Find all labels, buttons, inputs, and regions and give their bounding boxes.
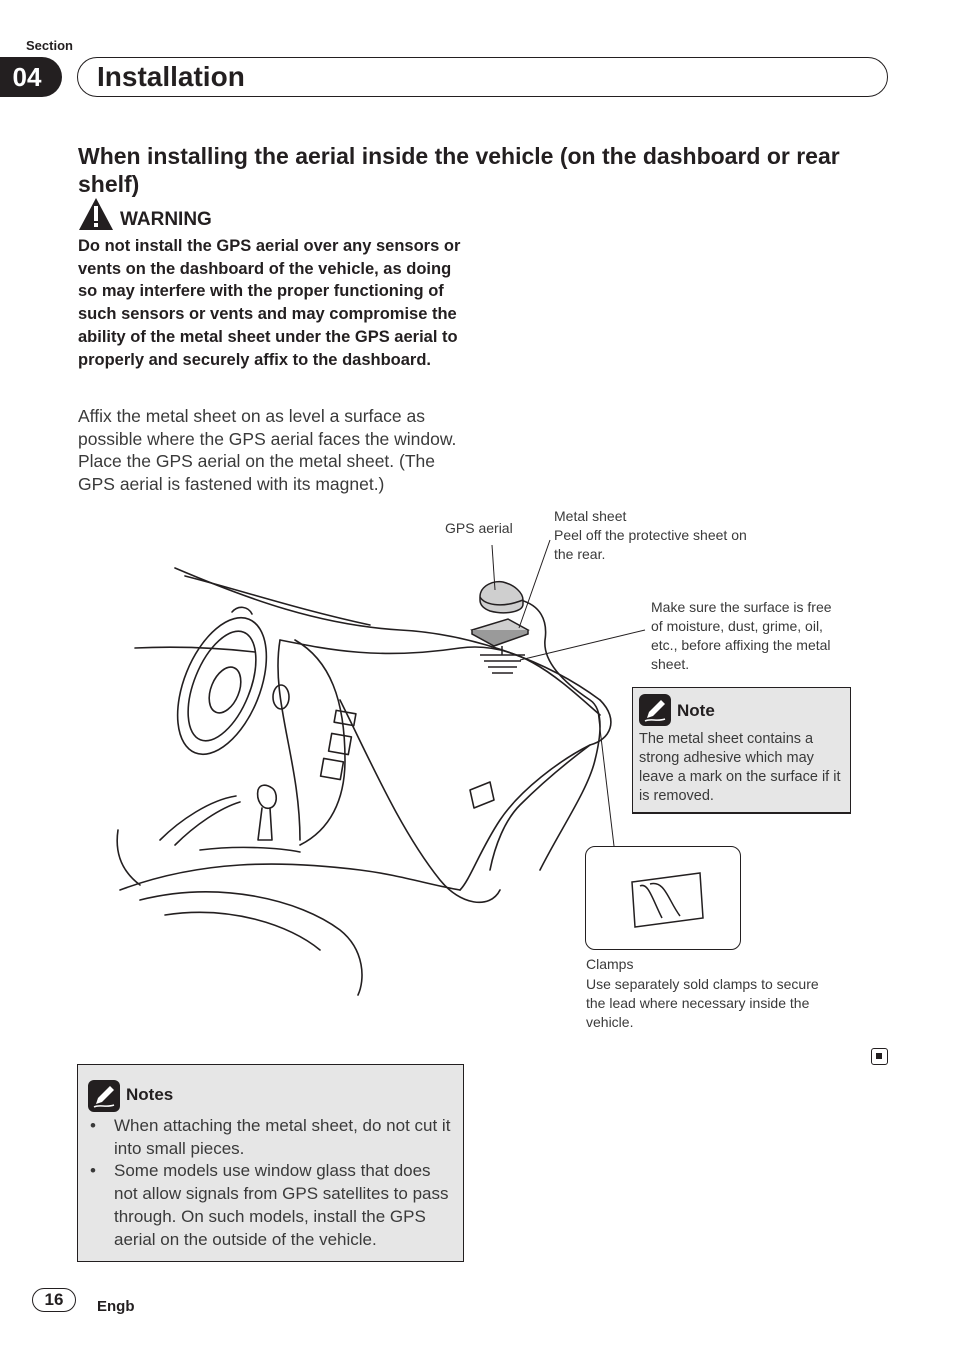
notes-title: Notes	[126, 1085, 174, 1104]
label-metal-sheet-detail: Peel off the protective sheet on the rear.	[554, 527, 747, 562]
label-clamps: Clamps	[586, 956, 634, 972]
note-text: The metal sheet contains a strong adhesive which may leave a mark on the surface if it is removed.	[639, 731, 841, 804]
note-title: Note	[677, 701, 715, 720]
notes-box	[77, 1064, 464, 1262]
section-heading: When installing the aerial inside the vehicle (on the dashboard or rear shelf)	[78, 143, 840, 197]
page-number: 16	[32, 1288, 76, 1312]
notes-list	[90, 1115, 455, 1251]
note-box	[632, 687, 851, 814]
end-of-section-icon	[871, 1048, 888, 1065]
label-metal-sheet: Metal sheet	[554, 508, 627, 524]
list-item: • Some models use window glass that does not allow signals from GPS satellites to pass through. On such models, install the GPS aerial on the outside of the vehicle.	[90, 1161, 449, 1249]
warning-label: WARNING	[120, 209, 212, 230]
pen-icon	[639, 694, 671, 726]
language-code: Engb	[97, 1298, 135, 1315]
pen-icon	[88, 1080, 120, 1112]
page-title: Installation	[97, 61, 245, 92]
label-surface: Make sure the surface is free of moisture, dust, grime, oil, etc., before affixing the metal sheet.	[651, 599, 832, 672]
body-paragraph: Affix the metal sheet on as level a surface as possible where the GPS aerial faces the window. Place the GPS aerial on the metal sheet. (The GPS aerial is fastened with its magnet.)	[78, 406, 457, 495]
label-clamps-detail: Use separately sold clamps to secure the lead where necessary inside the vehicle.	[586, 976, 819, 1030]
clamp-detail-frame	[585, 846, 741, 950]
section-label: Section	[26, 38, 73, 53]
section-number: 04	[0, 57, 62, 97]
label-gps-aerial: GPS aerial	[445, 520, 513, 536]
warning-text: Do not install the GPS aerial over any sensors or vents on the dashboard of the vehicle, as doing so may interfere with the proper functioning of such sensors or vents and may compromise the ability of the metal sheet under the GPS aerial to properly and securely affix to the dashboard.	[78, 237, 461, 369]
list-item: • When attaching the metal sheet, do not cut it into small pieces.	[90, 1116, 451, 1158]
